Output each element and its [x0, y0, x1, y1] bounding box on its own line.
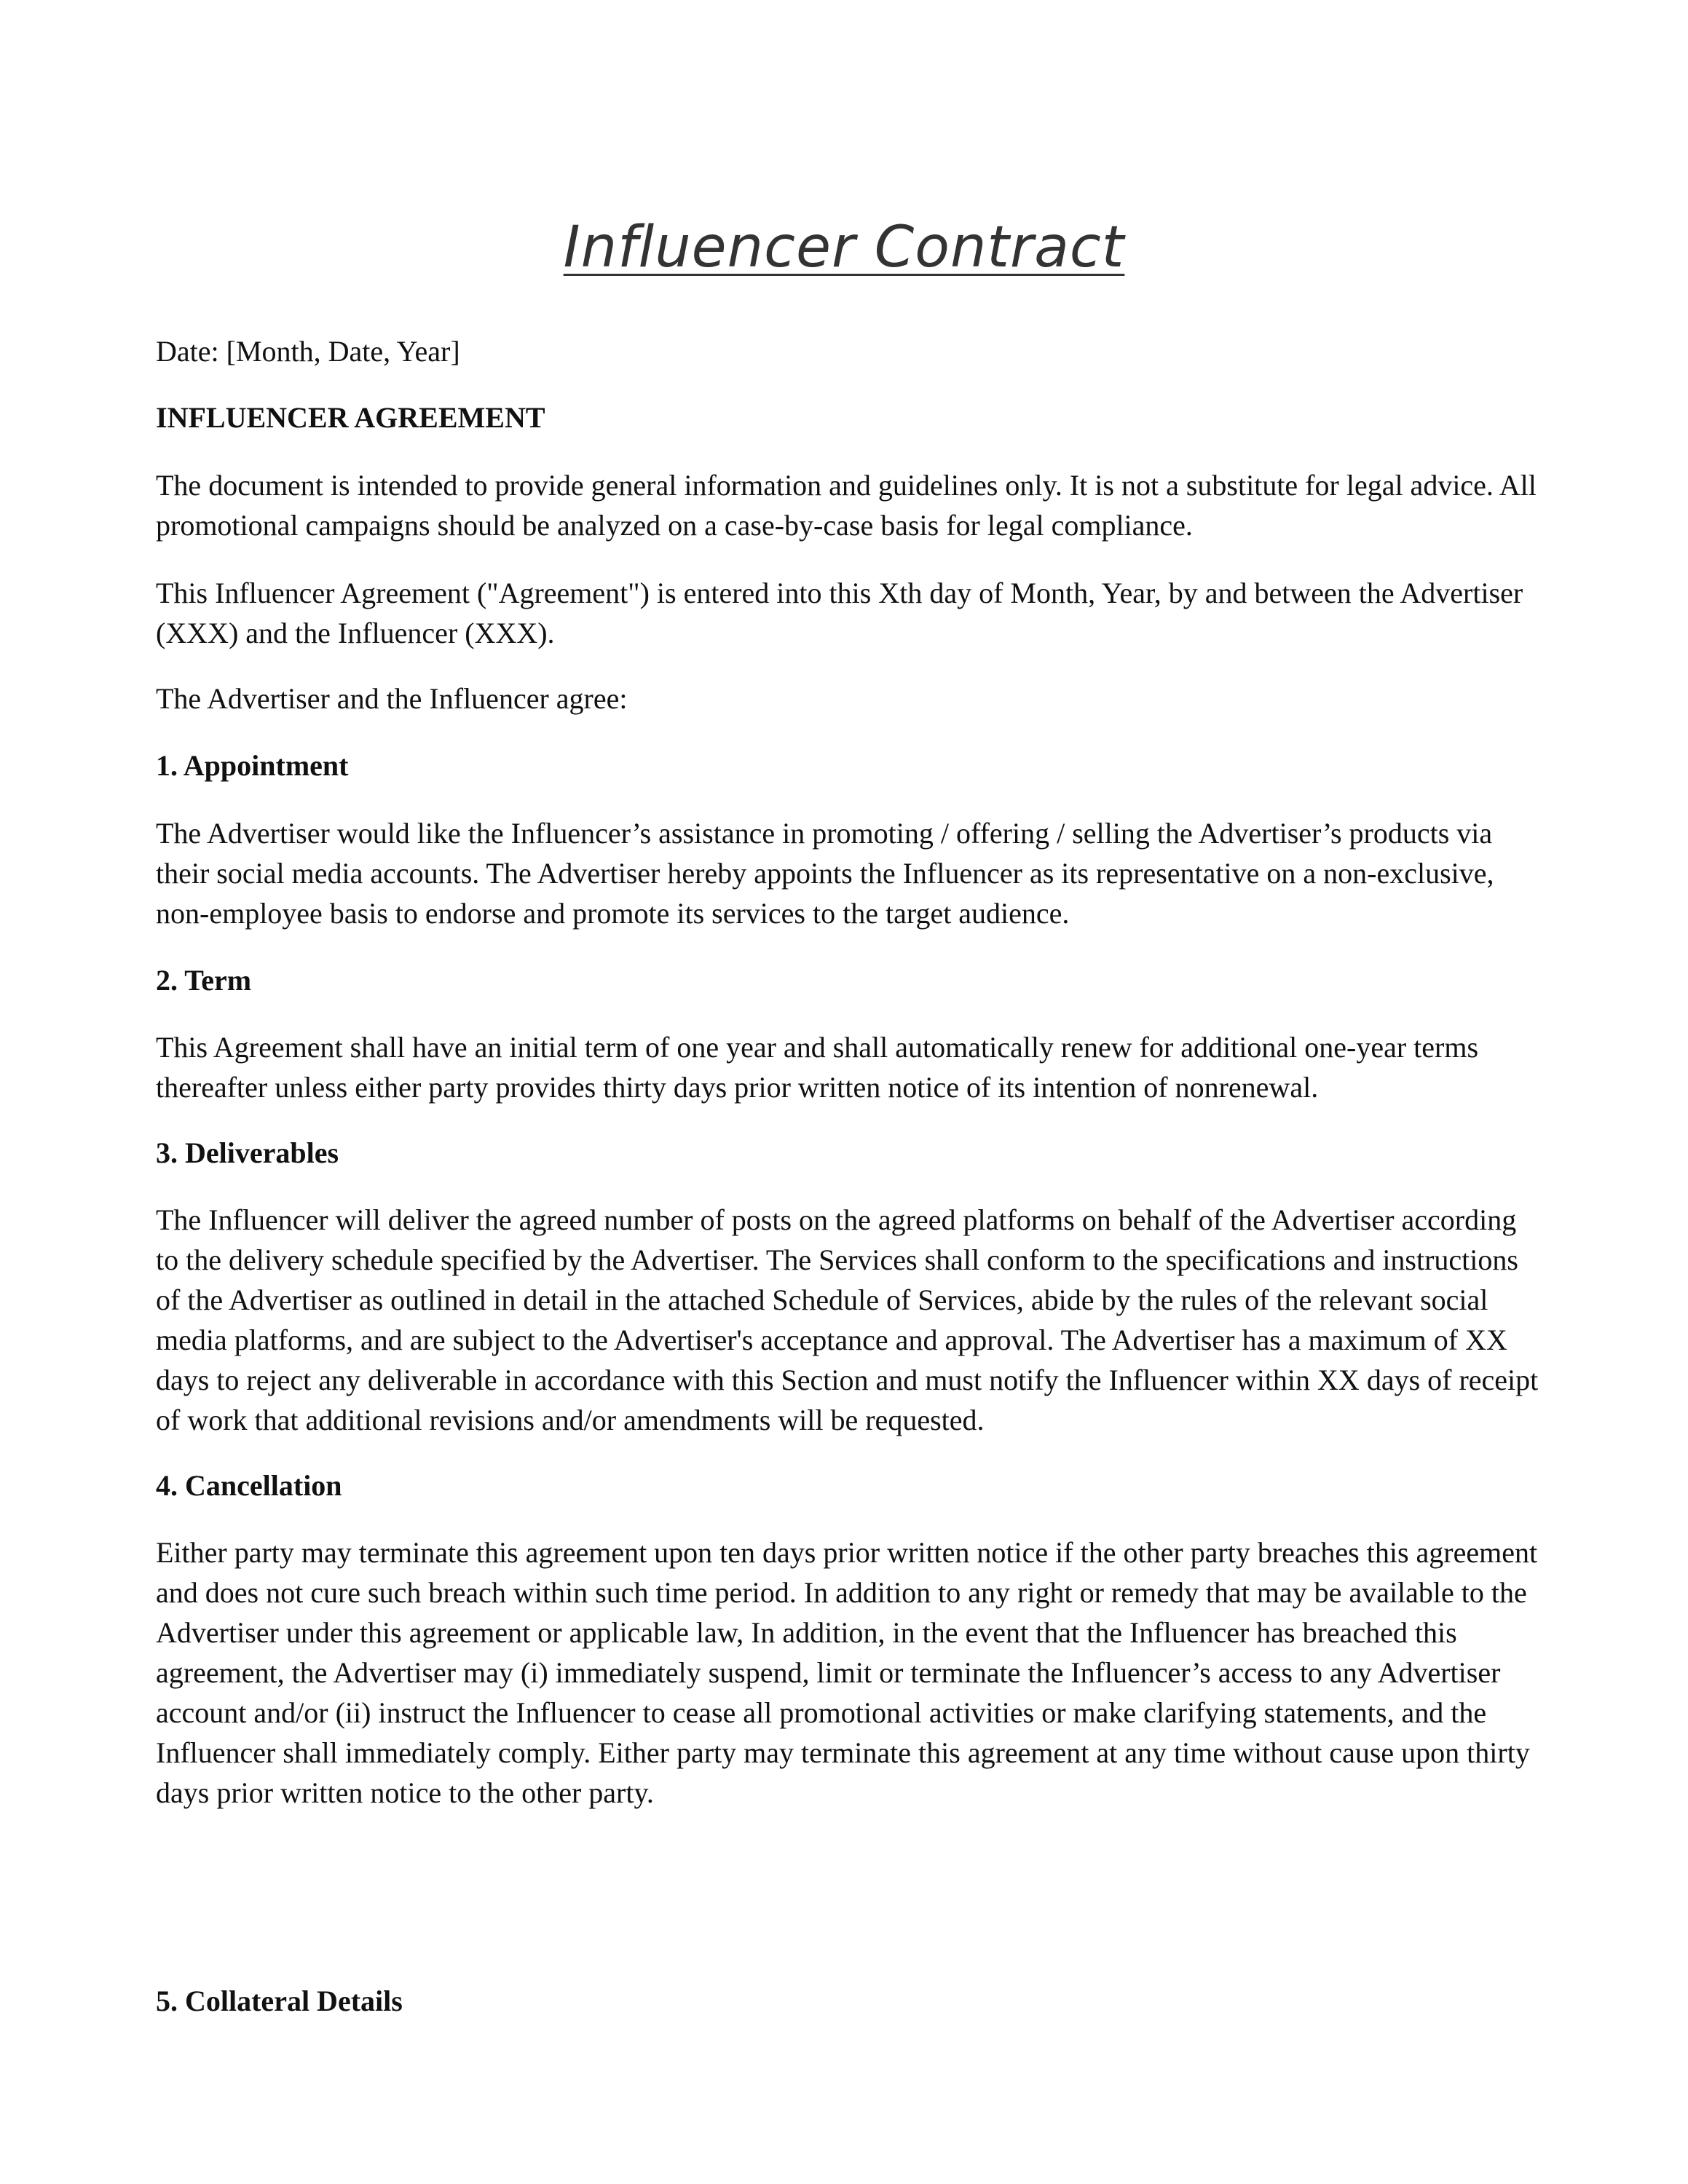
section-body-deliverables: The Influencer will deliver the agreed number of posts on the agreed platforms on behalf of the Advertiser according to the delivery schedule specified by the Advertiser. The Services shall conform to the specifications and instructions of the Advertiser as outlined in detail in the attached Schedule of Services, abide by the rules of the relevant social media platforms, and are subject to the Advertiser's acceptance and approval. The Advertiser has a maximum of XX days to reject any deliverable in accordance with this Section and must notify the Influencer within XX days of receipt of work that additional revisions and/or amendments will be requested.	[156, 1203, 1539, 1436]
section-body-appointment: The Advertiser would like the Influencer’s assistance in promoting / offering / selling the Advertiser’s products via their social media accounts. The Advertiser hereby appoints the Influencer as its representative on a non-exclusive, non-employee basis to endorse and promote its services to the target audience.	[156, 817, 1494, 930]
date-line: Date: [Month, Date, Year]	[156, 335, 460, 368]
agree-line: The Advertiser and the Influencer agree:	[156, 682, 628, 715]
section-body-cancellation: Either party may terminate this agreement upon ten days prior written notice if the other party breaches this agreement and does not cure such breach within such time period. In addition to any right or remedy that may be available to the Advertiser under this agreement or applicable law, In addition, in the event that the Influencer has breached this agreement, the Advertiser may (i) immediately suspend, limit or terminate the Influencer’s access to any Advertiser account and/or (ii) instruct the Influencer to cease all promotional activities or make clarifying statements, and the Influencer shall immediately comply. Either party may terminate this agreement at any time without cause upon thirty days prior written notice to the other party.	[156, 1536, 1538, 1809]
section-heading-term: 2. Term	[156, 964, 252, 997]
section-heading-deliverables: 3. Deliverables	[156, 1136, 339, 1169]
intro-paragraph: This Influencer Agreement ("Agreement") is entered into this Xth day of Month, Year, by and between the Advertiser (XXX) and the Influencer (XXX).	[156, 577, 1523, 649]
section-heading-collateral-details: 5. Collateral Details	[156, 1985, 403, 2017]
disclaimer-paragraph: The document is intended to provide general information and guidelines only. It is not a substitute for legal advice. All promotional campaigns should be analyzed on a case-by-case basis for legal compliance.	[156, 469, 1537, 542]
section-heading-cancellation: 4. Cancellation	[156, 1469, 342, 1502]
agreement-heading: INFLUENCER AGREEMENT	[156, 401, 545, 434]
section-heading-appointment: 1. Appointment	[156, 749, 349, 782]
section-body-term: This Agreement shall have an initial term of one year and shall automatically renew for additional one-year terms thereafter unless either party provides thirty days prior written notice of its intention of nonrenewal.	[156, 1031, 1479, 1104]
document-title: Influencer Contract	[563, 215, 1125, 280]
